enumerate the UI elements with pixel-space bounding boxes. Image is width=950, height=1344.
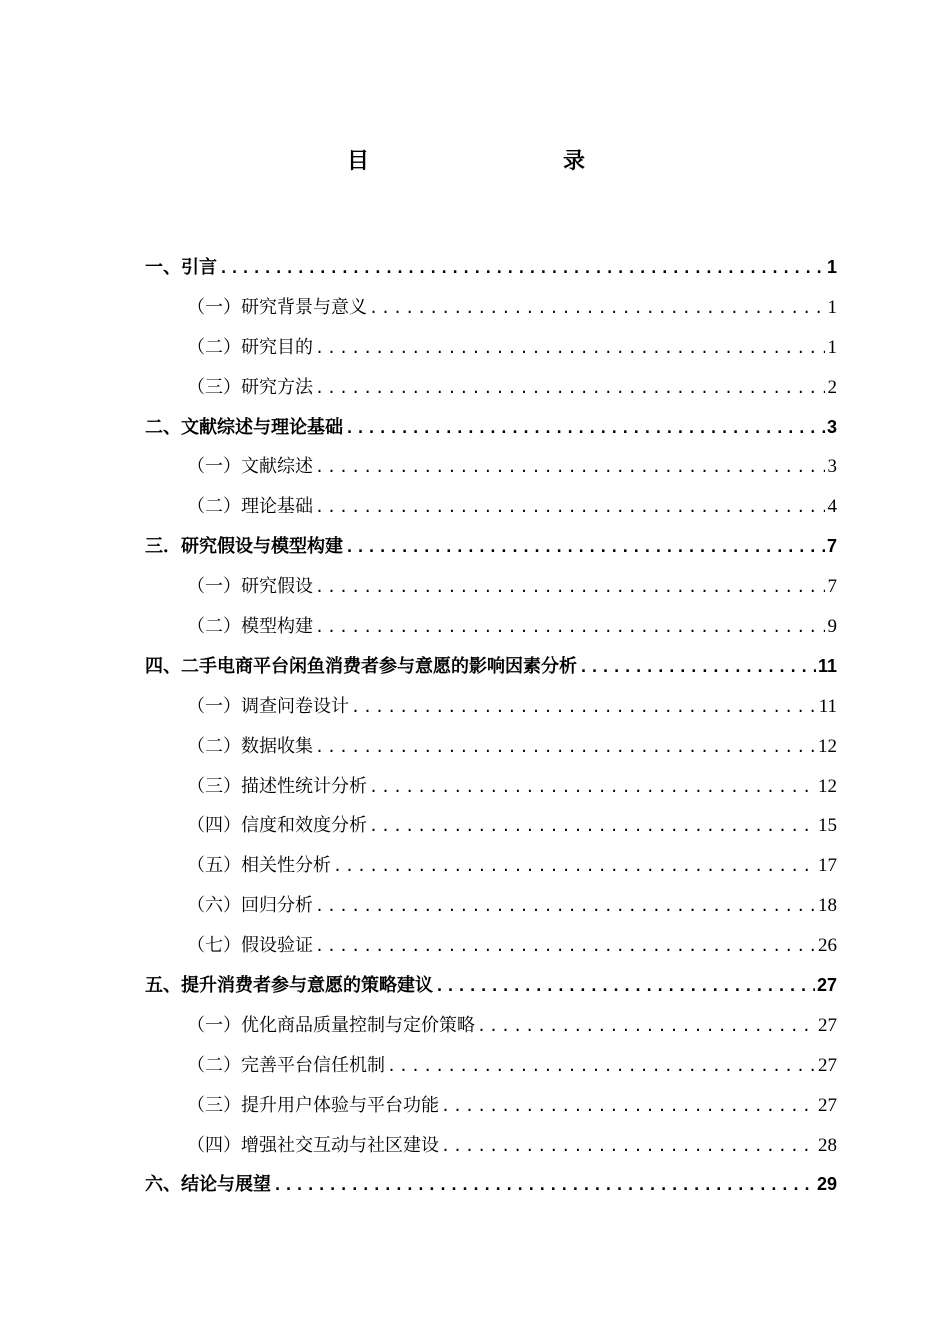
toc-dot-leader <box>369 768 816 808</box>
toc-entry-title: 三．研究假设与模型构建 <box>145 536 343 558</box>
toc-dot-leader <box>273 1166 815 1206</box>
toc-section-entry[interactable] <box>145 767 837 807</box>
toc-entry-title: 六、结论与展望 <box>145 1174 271 1196</box>
toc-section-entry[interactable] <box>145 886 837 926</box>
toc-entry-title: 一、引言 <box>145 257 217 278</box>
toc-page-number: 3 <box>827 456 837 478</box>
toc-section-entry[interactable] <box>145 1126 837 1166</box>
toc-page-number: 28 <box>818 1134 837 1156</box>
toc-chapter-entry[interactable] <box>145 248 837 288</box>
toc-section-entry[interactable] <box>145 1046 837 1086</box>
toc-entry-title: （二）完善平台信任机制 <box>187 1054 385 1076</box>
toc-dot-leader <box>315 488 825 528</box>
toc-page-number: 2 <box>827 376 837 398</box>
toc-dot-leader <box>345 409 825 449</box>
toc-page-number: 1 <box>827 336 837 358</box>
toc-entry-title: （一）调查问卷设计 <box>187 695 349 717</box>
toc-dot-leader <box>345 528 825 568</box>
toc-title: 目 录 <box>346 149 635 174</box>
toc-page-number: 11 <box>817 655 837 676</box>
toc-section-entry[interactable] <box>145 607 837 647</box>
toc-dot-leader <box>315 887 816 927</box>
toc-entry-title: （二）理论基础 <box>187 496 313 518</box>
toc-section-entry[interactable] <box>145 368 837 408</box>
toc-entry-title: （四）信度和效度分析 <box>187 815 367 837</box>
toc-section-entry[interactable] <box>145 846 837 886</box>
toc-dot-leader <box>333 847 816 887</box>
toc-dot-leader <box>441 1127 816 1167</box>
toc-section-entry[interactable] <box>145 687 837 727</box>
toc-section-entry[interactable] <box>145 567 837 607</box>
toc-section-entry[interactable] <box>145 487 837 527</box>
toc-dot-leader <box>315 608 825 648</box>
toc-dot-leader <box>351 688 817 728</box>
toc-page-number: 9 <box>827 616 837 638</box>
toc-section-entry[interactable] <box>145 447 837 487</box>
toc-chapter-entry[interactable] <box>145 647 837 687</box>
toc-page-number: 11 <box>818 695 837 717</box>
toc-page-number: 1 <box>826 257 837 277</box>
toc-section-entry[interactable] <box>145 806 837 846</box>
toc-chapter-entry[interactable] <box>145 966 837 1006</box>
toc-dot-leader <box>315 369 825 409</box>
toc-dot-leader <box>579 648 816 688</box>
toc-page-number: 7 <box>826 536 837 557</box>
toc-page-number: 17 <box>818 855 837 877</box>
toc-section-entry[interactable] <box>145 288 837 328</box>
toc-dot-leader <box>369 807 816 847</box>
toc-page-number: 7 <box>827 576 837 598</box>
toc-dot-leader <box>315 728 816 768</box>
toc-page-number: 27 <box>816 975 837 996</box>
toc-dot-leader <box>477 1007 816 1047</box>
toc-page-number: 27 <box>818 1054 837 1076</box>
toc-page-number: 1 <box>827 296 837 318</box>
toc-entry-title: （二）模型构建 <box>187 616 313 638</box>
toc-dot-leader <box>315 927 816 967</box>
toc-dot-leader <box>315 329 825 369</box>
toc-entry-title: （二）研究目的 <box>187 336 313 358</box>
toc-dot-leader <box>441 1087 816 1127</box>
toc-dot-leader <box>369 289 825 329</box>
toc-entry-title: （三）提升用户体验与平台功能 <box>187 1094 439 1116</box>
toc-page-number: 18 <box>818 895 837 917</box>
toc-chapter-entry[interactable] <box>145 408 837 448</box>
toc-chapter-entry[interactable] <box>145 527 837 567</box>
toc-section-entry[interactable] <box>145 1086 837 1126</box>
toc-dot-leader <box>435 967 815 1007</box>
toc-section-entry[interactable] <box>145 926 837 966</box>
toc-entry-title: （二）数据收集 <box>187 735 313 757</box>
toc-entry-title: （三）描述性统计分析 <box>187 775 367 797</box>
toc-page-number: 15 <box>818 815 837 837</box>
toc-dot-leader <box>315 448 825 488</box>
toc-section-entry[interactable] <box>145 727 837 767</box>
toc-entry-title: 五、提升消费者参与意愿的策略建议 <box>145 975 433 997</box>
toc-entry-title: （一）研究假设 <box>187 576 313 598</box>
toc-dot-leader <box>387 1047 816 1087</box>
toc-entry-title: （七）假设验证 <box>187 935 313 957</box>
toc-entry-title: （一）优化商品质量控制与定价策略 <box>187 1014 475 1036</box>
toc-dot-leader <box>315 568 825 608</box>
toc-page-number: 12 <box>818 775 837 797</box>
toc-page-number: 27 <box>818 1094 837 1116</box>
toc-entry-title: 二、文献综述与理论基础 <box>145 416 343 438</box>
toc-entry-title: （五）相关性分析 <box>187 855 331 877</box>
toc-dot-leader <box>219 249 825 289</box>
toc-entry-title: （一）研究背景与意义 <box>187 296 367 318</box>
toc-page-number: 3 <box>826 416 837 437</box>
toc-page-number: 4 <box>827 496 837 518</box>
toc-list <box>145 248 837 1205</box>
toc-page-number: 29 <box>816 1174 837 1195</box>
toc-page-number: 12 <box>818 735 837 757</box>
toc-entry-title: （一）文献综述 <box>187 456 313 478</box>
toc-entry-title: （四）增强社交互动与社区建设 <box>187 1134 439 1156</box>
toc-section-entry[interactable] <box>145 328 837 368</box>
toc-entry-title: 四、二手电商平台闲鱼消费者参与意愿的影响因素分析 <box>145 655 577 677</box>
toc-page-number: 26 <box>818 935 837 957</box>
toc-page-number: 27 <box>818 1014 837 1036</box>
toc-chapter-entry[interactable] <box>145 1165 837 1205</box>
toc-section-entry[interactable] <box>145 1006 837 1046</box>
toc-entry-title: （三）研究方法 <box>187 376 313 398</box>
toc-entry-title: （六）回归分析 <box>187 895 313 917</box>
